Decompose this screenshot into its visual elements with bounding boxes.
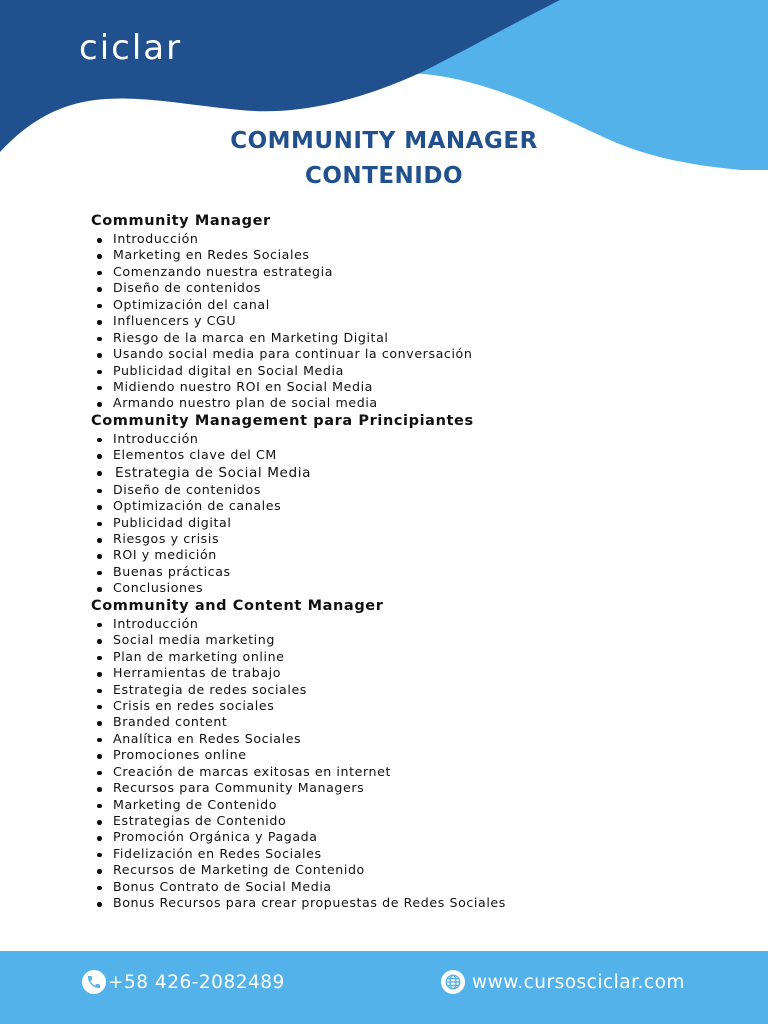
course-content [91, 212, 731, 912]
title-line-1: COMMUNITY MANAGER [230, 128, 538, 154]
list-item: Social media marketing [91, 632, 731, 648]
topic-list [91, 431, 731, 597]
section [91, 597, 731, 912]
list-item: Bonus Contrato de Social Media [91, 879, 731, 895]
list-item: Diseño de contenidos [91, 482, 731, 498]
list-item: Promoción Orgánica y Pagada [91, 829, 731, 845]
list-item: Midiendo nuestro ROI en Social Media [91, 379, 731, 395]
list-item: Riesgos y crisis [91, 531, 731, 547]
section [91, 212, 731, 412]
phone-number: +58 426-2082489 [108, 971, 285, 993]
list-item: Creación de marcas exitosas en internet [91, 764, 731, 780]
list-item: Promociones online [91, 747, 731, 763]
list-item: Elementos clave del CM [91, 447, 731, 463]
list-item: Influencers y CGU [91, 313, 731, 329]
list-item: Riesgo de la marca en Marketing Digital [91, 330, 731, 346]
list-item: Usando social media para continuar la conversación [91, 346, 731, 362]
list-item: Introducción [91, 616, 731, 632]
list-item: Recursos para Community Managers [91, 780, 731, 796]
list-item: Crisis en redes sociales [91, 698, 731, 714]
list-item: Publicidad digital en Social Media [91, 363, 731, 379]
page-title [0, 124, 768, 194]
list-item: Diseño de contenidos [91, 280, 731, 296]
list-item: Introducción [91, 431, 731, 447]
section-title: Community Manager [91, 213, 271, 229]
list-item: ROI y medición [91, 547, 731, 563]
list-item: Recursos de Marketing de Contenido [91, 862, 731, 878]
topic-list [91, 616, 731, 912]
list-item: Optimización de canales [91, 498, 731, 514]
footer-website[interactable] [441, 970, 685, 994]
section [91, 412, 731, 597]
list-item: Buenas prácticas [91, 564, 731, 580]
list-item: Comenzando nuestra estrategia [91, 264, 731, 280]
list-item: Fidelización en Redes Sociales [91, 846, 731, 862]
list-item: Marketing en Redes Sociales [91, 247, 731, 263]
list-item: Armando nuestro plan de social media [91, 395, 731, 411]
topic-list [91, 231, 731, 412]
section-title: Community Management para Principiantes [91, 412, 474, 429]
list-item: Optimización del canal [91, 297, 731, 313]
section-title: Community and Content Manager [91, 597, 384, 614]
list-item: Plan de marketing online [91, 649, 731, 665]
list-item: Branded content [91, 714, 731, 730]
footer-bar [0, 951, 768, 1024]
title-line-2: CONTENIDO [304, 163, 464, 189]
list-item: Herramientas de trabajo [91, 665, 731, 681]
list-item: Estrategia de Social Media [91, 464, 731, 482]
footer-phone[interactable] [82, 970, 285, 994]
brand-logo: ciclar [79, 28, 183, 68]
phone-icon [82, 970, 106, 994]
list-item: Bonus Recursos para crear propuestas de Redes Sociales [91, 895, 731, 911]
list-item: Publicidad digital [91, 515, 731, 531]
list-item: Marketing de Contenido [91, 797, 731, 813]
globe-icon [441, 970, 465, 994]
list-item: Conclusiones [91, 580, 731, 596]
list-item: Estrategias de Contenido [91, 813, 731, 829]
list-item: Estrategia de redes sociales [91, 682, 731, 698]
website-url: www.cursosciclar.com [472, 971, 685, 993]
list-item: Analítica en Redes Sociales [91, 731, 731, 747]
list-item: Introducción [91, 231, 731, 247]
